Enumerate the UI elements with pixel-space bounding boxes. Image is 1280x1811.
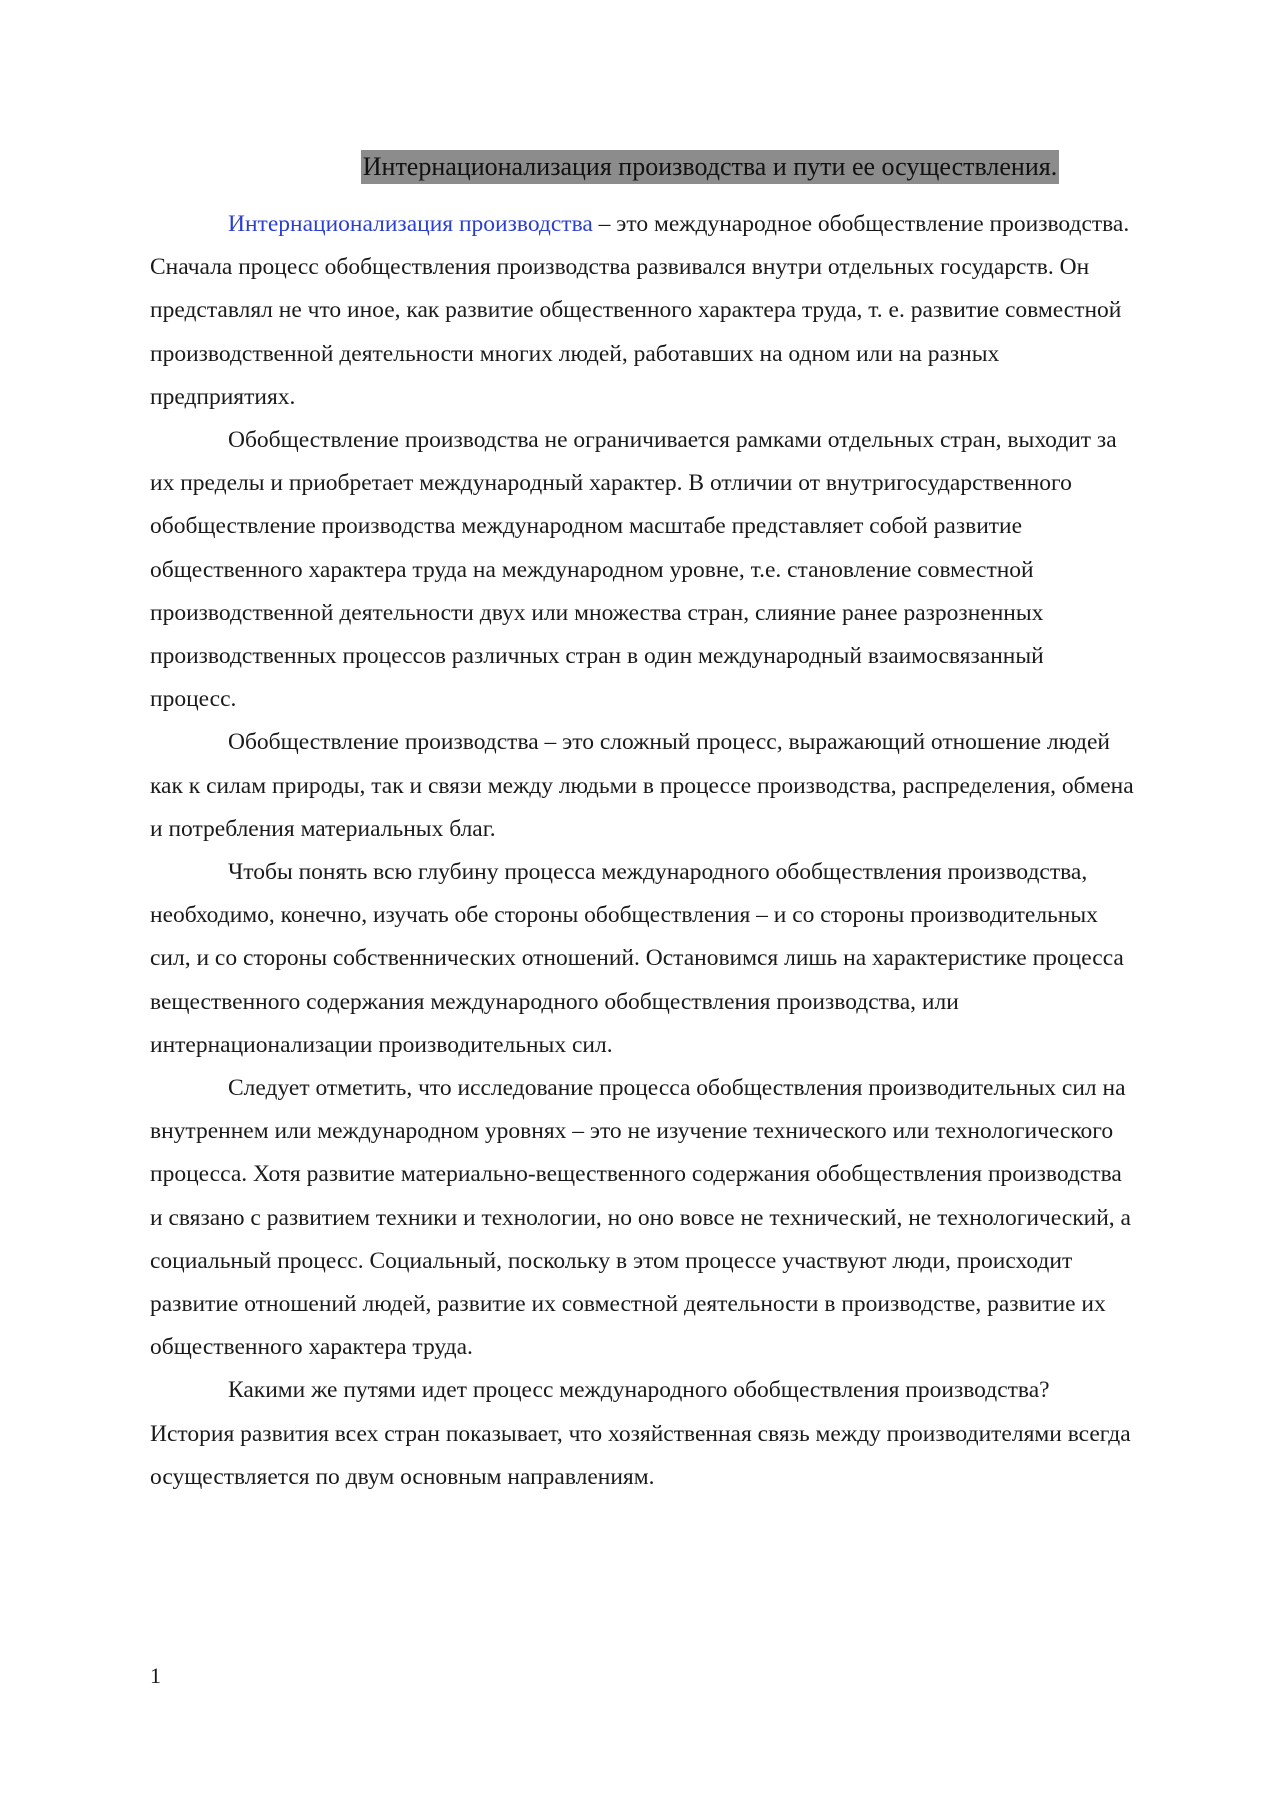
- paragraph-5: Следует отметить, что исследование процесса обобществления производительных сил на внутреннем или международном уровнях – это не изучение технического или технологического процесса. Хотя развитие материально-вещественного содержания обобществления производства и связано с развитием техники и технологии, но оно вовсе не технический, не технологический, а социальный процесс. Социальный, поскольку в этом процессе участвуют люди, происходит развитие отношений людей, развитие их совместной деятельности в производстве, развитие их общественного характера труда.: [150, 1075, 1131, 1361]
- page-title: Интернационализация производства и пути ее осуществления.: [361, 150, 1059, 184]
- document-body: [150, 203, 1135, 1499]
- internationalization-link[interactable]: Интернационализация производства: [228, 211, 593, 237]
- paragraph-6: Какими же путями идет процесс международного обобществления производства? История развития всех стран показывает, что хозяйственная связь между производителями всегда осуществляется по двум основным направлениям.: [150, 1377, 1131, 1490]
- page-number: 1: [150, 1663, 161, 1688]
- paragraph-1-text: – это международное обобществление производства. Сначала процесс обобществления производства развивался внутри отдельных государств. Он представлял не что иное, как развитие общественного характера труда, т. е. развитие совместной производственной деятельности многих людей, работавших на одном или на разных предприятиях.: [150, 211, 1130, 410]
- paragraph-4: Чтобы понять всю глубину процесса международного обобществления производства, необходимо, конечно, изучать обе стороны обобществления – и со стороны производительных сил, и со стороны собственнических отношений. Остановимся лишь на характеристике процесса вещественного содержания международного обобществления производства, или интернационализации производительных сил.: [150, 859, 1124, 1058]
- paragraph-3: Обобществление производства – это сложный процесс, выражающий отношение людей как к силам природы, так и связи между людьми в процессе производства, распределения, обмена и потребления материальных благ.: [150, 729, 1134, 842]
- paragraph-1: [150, 203, 1135, 419]
- paragraph-2: Обобществление производства не ограничивается рамками отдельных стран, выходит за их пределы и приобретает международный характер. В отличии от внутригосударственного обобществление производства международном масштабе представляет собой развитие общественного характера труда на международном уровне, т.е. становление совместной производственной деятельности двух или множества стран, слияние ранее разрозненных производственных процессов различных стран в один международный взаимосвязанный процесс.: [150, 427, 1117, 713]
- title-container: [150, 150, 1130, 184]
